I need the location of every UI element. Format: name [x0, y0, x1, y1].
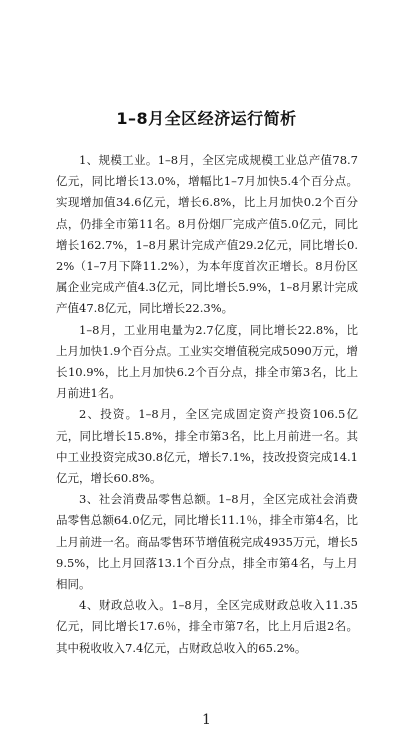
- page-title: 1–8月全区经济运行简析: [116, 109, 297, 128]
- paragraph-electricity: 1–8月，工业用电量为2.7亿度，同比增长22.8%，比上月加快1.9个百分点。工业实交增值税完成5090万元，增长10.9%，比上月加快6.2个百分点，排全市第3名，比上月前进1名。: [56, 322, 358, 401]
- paragraph-investment: 2、投资。1–8月，全区完成固定资产投资106.5亿元，同比增长15.8%，排全市第3名，比上月前进一名。其中工业投资完成30.8亿元，增长7.1%，技改投资完成14.1亿元，增长60.8%。: [56, 407, 358, 486]
- paragraph-retail: 3、社会消费品零售总额。1–8月，全区完成社会消费品零售总额64.0亿元，同比增长11.1％，排全市第4名，比上月前进一名。商品零售环节增值税完成4935万元，增长59.5%，比上月回落13.1个百分点，排全市第4名，与上月相同。: [56, 492, 358, 592]
- paragraph-industry: 1、规模工业。1–8月，全区完成规模工业总产值78.7亿元，同比增长13.0%，增幅比1–7月加快5.4个百分点。实现增加值34.6亿元，增长6.8%，比上月加快0.2个百分点，仍排全市第11名。8月份烟厂完成产值5.0亿元，同比增长162.7%，1–8月累计完成产值29.2亿元，同比增长0.2%（1–7月下降11.2%），为本年度首次正增长。8月份区属企业完成产值4.3亿元，同比增长5.9%，1–8月累计完成产值47.8亿元，同比增长22.3%。: [56, 153, 358, 316]
- paragraph-fiscal: 4、财政总收入。1–8月，全区完成财政总收入11.35亿元，同比增长17.6％，排全市第7名，比上月后退2名。其中税收收入7.4亿元，占财政总收入的65.2%。: [56, 598, 358, 655]
- page-number: 1: [202, 712, 211, 728]
- document-body: [56, 150, 358, 659]
